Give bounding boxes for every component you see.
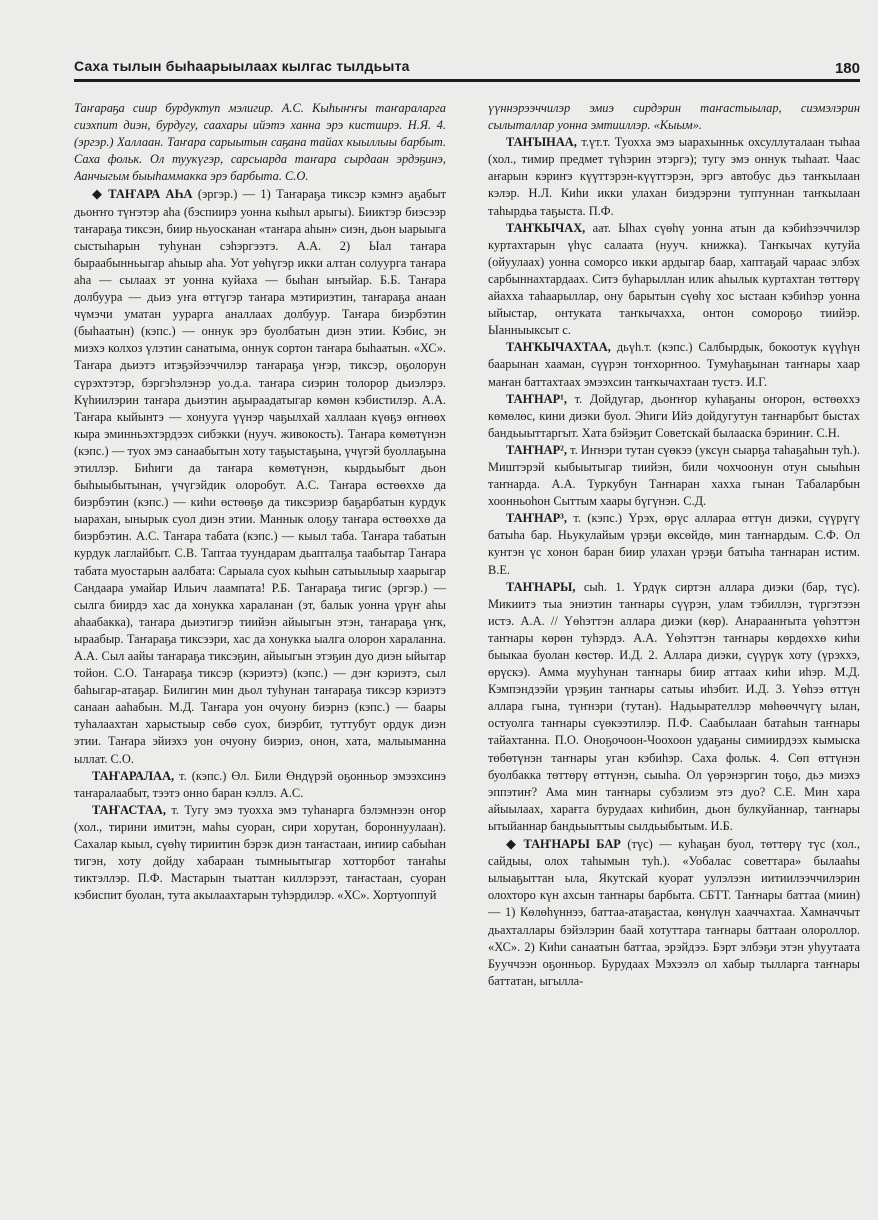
right-column bbox=[488, 100, 860, 1200]
entry-text: үүннэрээччилэр эмиэ сирдэрин таҥастыылар, сиэмэлэрин сылыталлар уонна эмтииллэр. «Кыым». bbox=[488, 101, 860, 133]
headword: ТАҤАРА АҺА bbox=[108, 187, 193, 202]
entry-text: Таҥараҕа сиир бурдуктуп мэлигир. А.С. Кыһыҥҥы таҥараларга сиэхпит диэн, бурдугу, саахары ийэтэ ханна эрэ кистиирэ. Н.Я. 4. (эргэр.) Халлаан. Таҥара сарыытын саҕана тайах кыыллыы барбыт. Саха фольк. Ол туукүгэр, сарсыарда таҥара сырдаан эрдэҕинэ, Аанчыгым быыһаммакка эрэ барбыта. С.О. bbox=[74, 101, 446, 184]
headword: ТАҤАСТАА, bbox=[92, 802, 166, 817]
entry-paragraph bbox=[488, 339, 860, 390]
entry-paragraph bbox=[488, 442, 860, 510]
headword: ТАҤНАРЫ, bbox=[506, 579, 576, 594]
headword: ТАҤКЫЧАХ, bbox=[506, 220, 586, 235]
entry-paragraph bbox=[74, 768, 446, 802]
page-number: 180 bbox=[834, 60, 860, 77]
headword: ТАҤНАР², bbox=[506, 442, 567, 457]
entry-text: (түс) — куһаҕан буол, төттөрү түс (хол., сайдыы, олох таһымын туһ.). «Уобалас советтара» былааһы ылыаҕыттан ыла, Якутскай куорат уулэлээн иитиилээччилэрин олохторо күн ахсын таҥнары барбыта. СБТТ. Таҥнары баттаа (миин) — 1) Көлөһүннээ, баттаа-атаҕастаа, көнүлүн хааччахтаа. Хамначчыт дьахталлары бэйэлэрин баай хотуттара таҥнары баттаан олороллор. «ХС». 2) Киһи санаатын баттаа, эрэйдээ. Бэрт элбэҕи этэн уһуутаата Бууччээн оҕонньор. Бурудаах Мэхээлэ ол хабыр тылларга таҥнары баттатан, ыгылла- bbox=[488, 837, 860, 988]
diamond-icon: ◆ bbox=[506, 836, 520, 852]
entry-paragraph bbox=[74, 100, 446, 185]
entry-text: т. (кэпс.) Үрэх, өрүс аллараа өттүн диэки, сүүрүгү батыһа бар. Ньукулайым үрэҕи өксөйдө, мин таҥнардым. С.Ф. Ол кунтэн үс хонон баран биир улахан үрэҕи батыһа таҥнаран истим. В.Е. bbox=[488, 511, 860, 577]
entry-text: сыһ. 1. Үрдүк сиртэн аллара диэки (бар, түс). Микиитэ тыа эниэтин таҥнары сүүрэн, улам тэбиллэн, түргэтээн истэ. А.А. // Үөһэттэн аллара диэки (көр). Анараанҥыта үөһэттэн таҥнары көрөн туһэрдэ. А.А. Үөһэттэн таҥнары көрдөххө киһи быыкаа буолан көстөр. И.Д. 2. Аллара диэки, сүүрүк хоту (үрэххэ, өрүскэ). Амма мууһунан таҥнары биир аттаах киһи иһэр. М.Д. Кэмпэндээйи үрэҕин таҥнары сатыы иһэбит. И.Д. 3. Үөһээ өттүн аллара гына, түҥнэри (тутан). Надьырателлэр мөһөөччүгү ылан, остуолга таҥнары сүөкээтилэр. П.Ф. Саабылаан батаһын таҥнары тайахтанна. П.О. Оноҕочоон-Чоохоон удаҕаны симиирдээх кымыска төбөтүнэн таҥнары уган кэбиһэр. Саха фольк. 4. Сөп өттүнэн буолбакка төттөрү өттүнэн, сыыһа. Ол үөрэнэргин тоҕо, дьэ миэхэ эппэтиҥ? Ама мин таҥнары субэлиэм этэ дуо? С.Е. Мин хара айыылаах, харағга бурудаах киһибин, дьон булкуйаннар, таҥнары ытыйаннар бандьыыттыы сылдьыбытым. И.Б. bbox=[488, 579, 860, 833]
entry-paragraph bbox=[488, 579, 860, 835]
entry-text: т. Тугу эмэ туохха эмэ туһанарга бэлэмнээн оҥор (хол., тирини имитэн, маһы суоран, сири хорутан, бороннуулаан). Сахалар кыыл, сүөһү тириитин бэрэк диэн таҥастаан, иҥиир сабыһан тигэн, хоту дойду хабараан тымныытыгар хотторбот таҥаһы тиктэллэр. П.Ф. Мастарын тыаттан киллэрээт, таҥастаан, суоран кэбиспит буолан, тута акылаахтарын туһэрдилэр. «ХС». Хортуоппуй bbox=[74, 802, 446, 903]
headword: ТАҤЫНАА, bbox=[506, 135, 577, 150]
headword: ТАҤНАР³, bbox=[506, 511, 567, 526]
entry-paragraph bbox=[74, 185, 446, 767]
left-column bbox=[74, 100, 446, 1200]
diamond-icon: ◆ bbox=[92, 186, 105, 202]
entry-text: т.үт.т. Туохха эмэ ыарахынньк охсуллуталаан тыһаа (хол., тимир предмет түһэрин этэргэ); тугу эмэ оннук тыһаат. Чаас аҥарын кэриҥэ күүттэрэн-күүттэрэн, эргэ автобус дьэ таҥкылаан кэлэр. Н.Л. Киһи икки улахан биэдэрэни туптуннан таҥкылаан таһырдьа таҕыста. П.Ф. bbox=[488, 135, 860, 218]
entry-text: т. (кэпс.) Өл. Били Өндүрэй оҕонньор эмээхсинэ таҥаралаабыт, тээтэ онно баран кэллэ. А.С. bbox=[74, 768, 446, 800]
entry-text: (эргэр.) — 1) Таҥараҕа тиксэр кэмҥэ аҕабыт дьоҥҥо түҥэтэр аһа (бэспиирэ уонна кыһыл арыгы). Бииктэр биэсээр таҥараҕа тиксэн, биир ньуосканан «таҥара аһын» сиэн, дьон ыарыыга сыстыһарын туһунан сэһэргээтэ. А.А. 2) Ыал таҥара быраабынньыгар аһыыр аһа. Уот уөһүгэр икки алтан солуурга таҥара аһа — сылаах эт уонна куйаха — быһан ыҥыйар. Б.Б. Таҥара долбуура — дьиэ уҥа өттүгэр таҥара мэтириэтин, таҥараҕа анаан чүмэчи уматан уурарга аналлаах долбуур. Таҥара биэрбэтин (быһаатын) (кэпс.) — оннук эрэ буолбатын диэн этии. Кэбис, эн миэхэ колхоз үлэтин санатыма, оннук сортон таҥара быһаатын. «ХС». Таҥара дьиэтэ итэҕэйээччилэр таҥараҕа үҥэр, тиксэр, оҕолорун сүрэхтэтэр, бэргэһэлэнэр уо.д.а. таҥара сиэрин толорор дьиэлэрэ. Күһиилэрин таҥара дьиэтин аҕыраадатыгар көмөн кэбистилэр. А.А. Таҥара кыйынтэ — хонууга үүнэр чаҕылхай халлаан күөҕэ өҥнөөх кыра эминньэхтэрдээх сибэкки (нууч. живокость). Таҥара көмөтүнэн (кэпс.) — туох эмэ санаабытын хоту таҕыстаҕына, үчүгэй буоллаҕына этиллэр. Биһиги да таҥара көмөтүнэн, кырдьыбыт дьон быһыыбытынан, үчүгэйдик олоробут. А.С. Таҥара өстөөххө да биэрбэтин (кэпс.) — киһи өстөөҕө да тиксэриэр баҕарбатын курдук ыарахан, ынырык суол диэн этии. Маннык олоҕу таҥара өстөөххө да биэрбэтин. А.С. Таҥара табата (кэпс.) — кыыл таба. Таҥара табатын курдук лаглайбыт. С.В. Таптаа туундарам дьапталҕа таабытар Таҥара табата муостарын аалбата: Сарыала суох кыһын сатыылыыр хаарыгар Сандаара умайар Ильич лаампата! Р.Б. Таҥараҕа тигис (эргэр.) — сылга биирдэ хас да хонукка хараланан (эт, балык уонна үрүҥ аһы аһаабакка), таҥара дьиэтигэр тиийэн айыыгын этэн, таҥараҕа үҥк, ыраабыр. Таҥараҕа тиксээри, хас да хонукка ыалга олорон хараланна. А.А. Сыл аайы таҥараҕа тиксэҕин, айыыгын этэҕин дуо диэн ыйытар тойон. С.О. Таҥараҕа тиксэр (кэриэтэ) (кэпс.) — дэҥ кэриэтэ, сыл баһыгар-атаҕар. Билигин мин дьол туһунан таҥараҕа тиксэр кэриэтэ санаан ааһабын. М.Д. Таҥара уон очуону биэрнэ (кэпс.) — баары туһалаахтан харыстыыр сөбө суох, биэрбит, туттубут ордук диэн этии. Таҥара эйиэхэ уон очуону биэриэ, онон, хата, малыыманна ыллат. С.О. bbox=[74, 187, 446, 766]
entry-text: т. Дойдугар, дьоҥҥор куһаҕаны оҥорон, өстөөххэ көмөлөс, кини диэки буол. Эһиги Ийэ дойдугутун таҥнарбыт быстах бандьыыттаргыт. Хата бэйэҕит Советскай былааска бэриниҥ. С.Н. bbox=[488, 391, 860, 440]
entry-paragraph bbox=[488, 134, 860, 219]
header-rule bbox=[74, 79, 860, 82]
entry-paragraph bbox=[488, 100, 860, 134]
entry-text: т. Иҥнэри тутан сүөкээ (уксүн сыарҕа таһаҕаһын туһ.). Миштэрэй кыбыытыгар тиийэн, били чохчоонун отун сыыһын таҥнарда. А.А. Туркубун Таҥнаран хахха гынан Табаларбын хоонньоһон Сыттым хаары бүгүнэн. С.Д. bbox=[488, 442, 860, 509]
headword: ТАҤКЫЧАХТАА, bbox=[506, 340, 611, 355]
entry-text: дьүһ.т. (кэпс.) Салбырдык, бокоотук күүһүн баарынан хааман, сүүрэн тоҥхорҥноо. Тумуһаҕынан таҥнары хаар маҥан баттахтаах эмээхсин таҥкычахтаан тустэ. И.Г. bbox=[488, 340, 860, 389]
dictionary-title: Саха тылын быһаарыылаах кылгас тылдьыта bbox=[74, 58, 410, 74]
entry-paragraph bbox=[74, 802, 446, 905]
entry-paragraph bbox=[488, 510, 860, 578]
entry-paragraph bbox=[488, 835, 860, 990]
entry-paragraph bbox=[488, 220, 860, 340]
headword: ТАҤНАР¹, bbox=[506, 391, 567, 406]
entry-text: аат. Ыһах сүөһү уонна атын да кэбиһээччилэр куртахтарын үһүс салаата (нууч. книжка). Таҥкычах кутуйа (ойуулаах) уонна соморсо икки ардыгар баар, хаптаҕай чараас элбэх сарбыннахтардаах. Ситэ буһарыллан илик аһылык куртахтан төттөрү айахха таһаарыллар, ону барытын сүөһү хос ыстаан кэбиһэр уонна ыйыстар, онтуката таҥкычахха, онтон сомороҕо тиийэр. Ыанныыксыт с. bbox=[488, 220, 860, 338]
headword: ТАҤАРАЛАА, bbox=[92, 768, 175, 783]
headword: ТАҤНАРЫ БАР bbox=[523, 837, 621, 852]
entry-paragraph bbox=[488, 391, 860, 442]
